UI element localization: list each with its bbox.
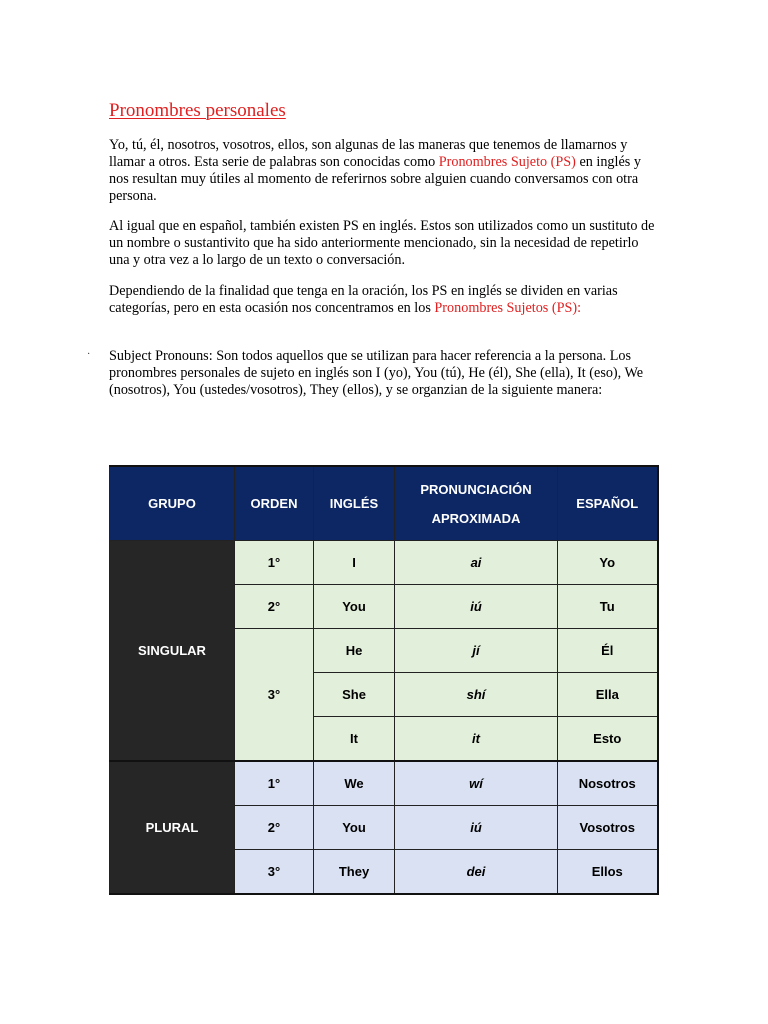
cell-pron: jí [395, 629, 558, 673]
cell-espanol: Ellos [558, 850, 658, 895]
cell-ingles: She [314, 673, 395, 717]
paragraph-ps-english: Al igual que en español, también existen PS en inglés. Estos son utilizados como un sustituto de un nombre o sustantivito que ha sido anteriormente mencionado, sin la necesidad de repetirlo una y otra vez a lo largo de un texto o conversación. [109, 218, 655, 268]
cell-pron: shí [395, 673, 558, 717]
cell-espanol: Ella [558, 673, 658, 717]
cell-espanol: Él [558, 629, 658, 673]
cell-ingles: They [314, 850, 395, 895]
header-grupo: GRUPO [110, 466, 235, 541]
cell-espanol: Yo [558, 541, 658, 585]
highlight-ps-subject: Pronombres Sujetos (PS): [434, 300, 582, 316]
cell-pron: iú [395, 806, 558, 850]
cell-orden: 1° [235, 761, 314, 806]
cell-espanol: Vosotros [558, 806, 658, 850]
cell-ingles: You [314, 585, 395, 629]
pronouns-table [109, 465, 659, 895]
cell-espanol: Tu [558, 585, 658, 629]
header-orden: ORDEN [235, 466, 314, 541]
header-espanol: ESPAÑOL [558, 466, 658, 541]
intro-text: Yo, tú, él, nosotros, vosotros, ellos, son algunas de las maneras que tenemos de llamarnos y llamar a otros. Esta serie de palabras son conocidas como [109, 137, 628, 170]
paragraph-subject-pronouns: Subject Pronouns: Son todos aquellos que se utilizan para hacer referencia a la persona. Los pronombres personales de sujeto en inglés son I (yo), You (tú), He (él), She (ella), It (eso), We (nosotros), You (ustedes/vosotros), They (ellos), y se organzian de la siguiente manera: [109, 348, 644, 398]
cell-pron: wí [395, 761, 558, 806]
categories-text: Dependiendo de la finalidad que tenga en la oración, los PS en inglés se dividen en varias categorías, pero en esta ocasión nos concentramos en los [109, 283, 618, 316]
header-pron-line1: PRONUNCIACIÓN [420, 481, 532, 497]
cell-orden: 2° [235, 806, 314, 850]
cell-espanol: Nosotros [558, 761, 658, 806]
bullet-marker: · [87, 349, 91, 360]
table-header-row [110, 466, 658, 541]
cell-pron: iú [395, 585, 558, 629]
table-row [110, 761, 658, 806]
cell-orden: 1° [235, 541, 314, 585]
header-pron-line2: APROXIMADA [431, 510, 521, 526]
paragraph-categories [109, 283, 661, 317]
intro-paragraph [109, 137, 661, 205]
cell-ingles: You [314, 806, 395, 850]
page-title: Pronombres personales [109, 100, 286, 121]
cell-ingles: He [314, 629, 395, 673]
cell-orden: 2° [235, 585, 314, 629]
intro-text-end: en inglés y nos resultan muy útiles al momento de referirnos sobre alguien cuando conversamos con otra persona. [109, 154, 641, 204]
highlight-ps: Pronombres Sujeto (PS) [438, 154, 576, 170]
cell-ingles: It [314, 717, 395, 762]
group-plural: PLURAL [110, 761, 235, 894]
header-ingles: INGLÉS [314, 466, 395, 541]
cell-ingles: We [314, 761, 395, 806]
cell-orden: 3° [235, 850, 314, 895]
cell-pron: ai [395, 541, 558, 585]
cell-ingles: I [314, 541, 395, 585]
cell-pron: dei [395, 850, 558, 895]
cell-pron: it [395, 717, 558, 762]
header-pronunciacion [395, 466, 558, 541]
cell-espanol: Esto [558, 717, 658, 762]
table-row [110, 541, 658, 585]
group-singular: SINGULAR [110, 541, 235, 762]
cell-orden: 3° [235, 629, 314, 762]
